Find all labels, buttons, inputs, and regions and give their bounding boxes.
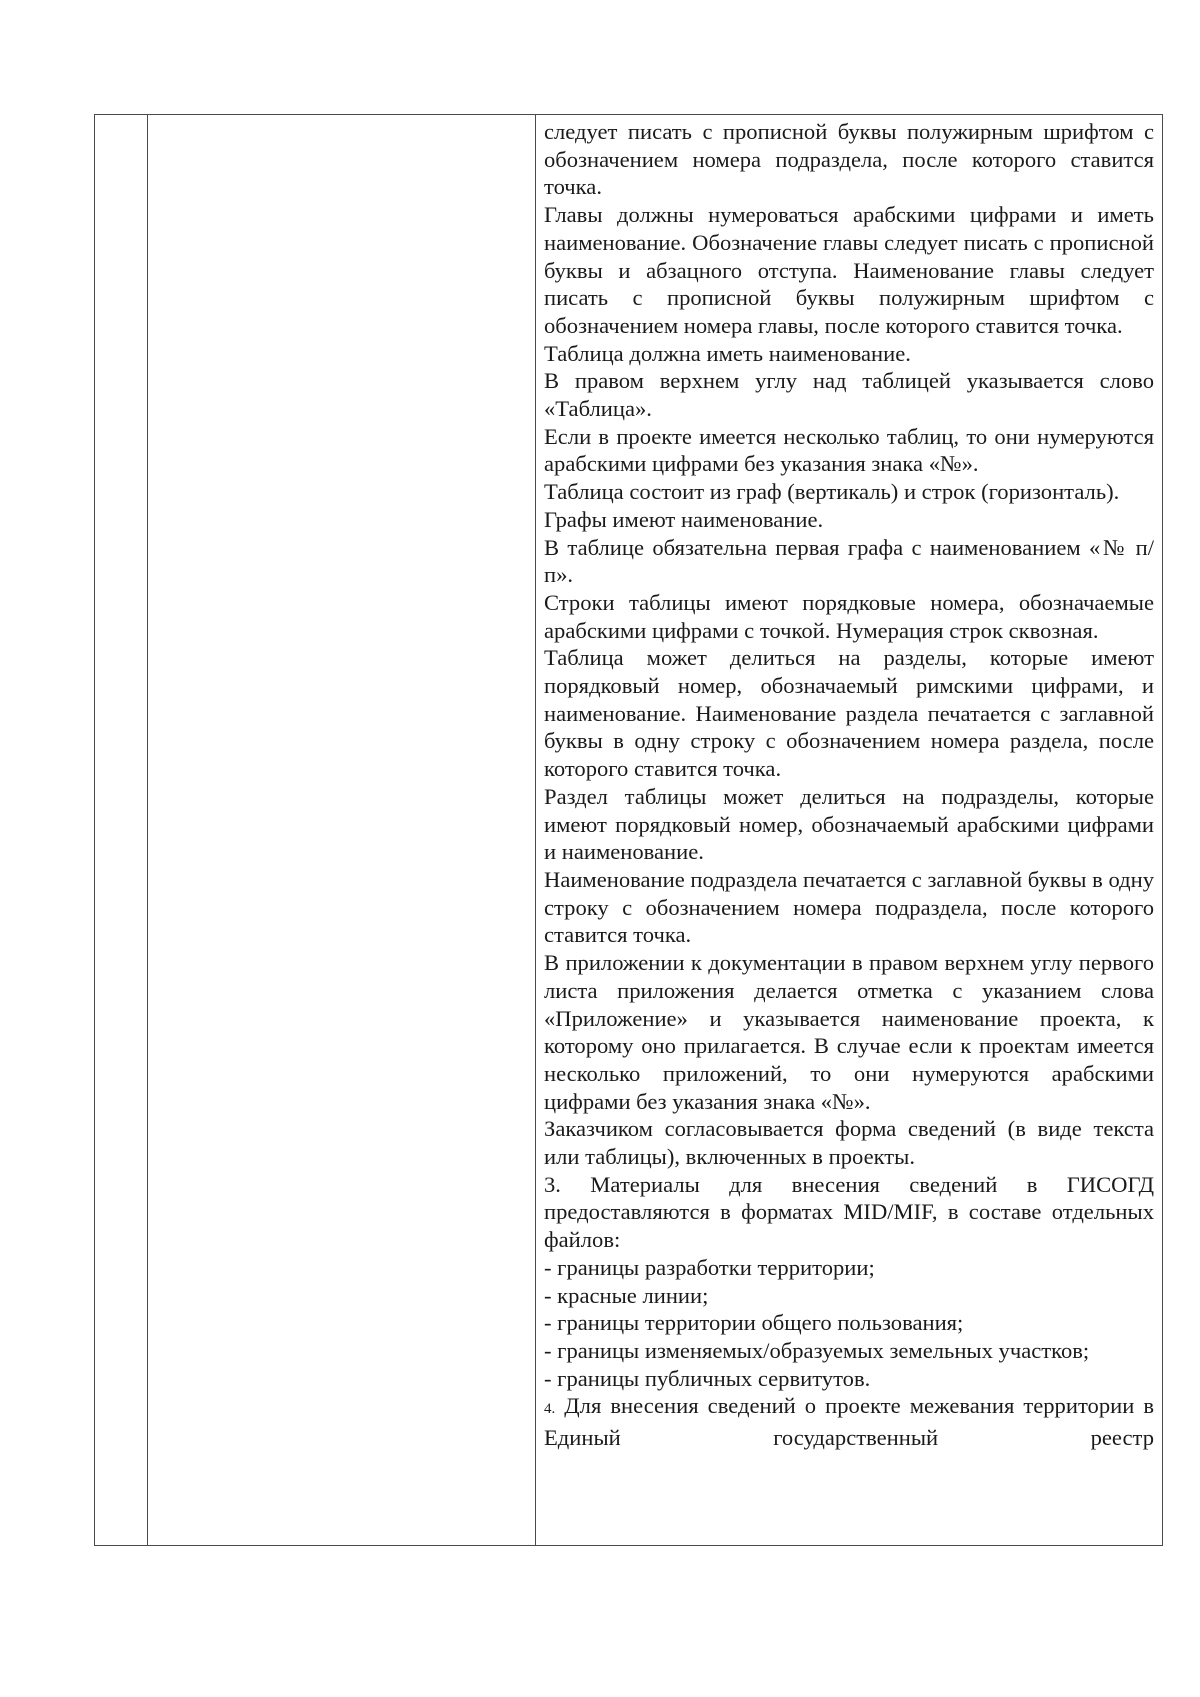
paragraph: Таблица состоит из граф (вертикаль) и строк (горизонталь). (544, 479, 1120, 505)
paragraph: Таблица может делиться на разделы, которые имеют порядковый номер, обозначаемый римскими цифрами, и наименование. Наименование раздела печатается с заглавной буквы в одну строку с обозначением номера раздела, после которого ставится точка. (544, 645, 1154, 782)
paragraph: В приложении к документации в правом верхнем углу первого листа приложения делается отметка с указанием слова «Приложение» и указывается наименование проекта, к которому оно прилагается. В случае если к проектам имеется несколько приложений, то они нумеруются арабскими цифрами без указания знака «№». (544, 950, 1154, 1114)
table-text-cell (544, 118, 1154, 1452)
list-item: - красные линии; (544, 1282, 709, 1308)
column-divider (147, 115, 148, 1545)
paragraph: В правом верхнем углу над таблицей указывается слово «Таблица». (544, 368, 1154, 422)
paragraph: Если в проекте имеется несколько таблиц, то они нумеруются арабскими цифрами без указания знака «№». (544, 423, 1154, 477)
list-item: - границы публичных сервитутов. (544, 1365, 871, 1391)
paragraph: Строки таблицы имеют порядковые номера, обозначаемые арабскими цифрами с точкой. Нумерация строк сквозная. (544, 589, 1154, 643)
paragraph-text: Для внесения сведений о проекте межевания территории в Единый государственный реестр (544, 1393, 1154, 1451)
paragraph-last (544, 1392, 1154, 1451)
paragraph: 3. Материалы для внесения сведений в ГИСОГД предоставляются в форматах MID/MIF, в составе отдельных файлов: (544, 1171, 1154, 1253)
paragraph: Раздел таблицы может делиться на подразделы, которые имеют порядковый номер, обозначаемый арабскими цифрами и наименование. (544, 783, 1154, 865)
paragraph: Графы имеют наименование. (544, 506, 824, 532)
paragraph: Главы должны нумероваться арабскими цифрами и иметь наименование. Обозначение главы следует писать с прописной буквы и абзацного отступа. Наименование главы следует писать с прописной буквы полужирным шрифтом с обозначением номера главы, после которого ставится точка. (544, 202, 1154, 338)
list-item: - границы изменяемых/образуемых земельных участков; (544, 1337, 1090, 1363)
paragraph: Наименование подраздела печатается с заглавной буквы в одну строку с обозначением номера подраздела, после которого ставится точка. (544, 866, 1154, 948)
column-divider (535, 115, 536, 1545)
column-divider (1162, 115, 1163, 1545)
paragraph: Таблица должна иметь наименование. (544, 340, 911, 366)
paragraph: В таблице обязательна первая графа с наименованием «№ п/п». (544, 534, 1154, 588)
list-item: - границы территории общего пользования; (544, 1310, 964, 1336)
paragraph-number: 4. (544, 1401, 556, 1418)
paragraph: следует писать с прописной буквы полужирным шрифтом с обозначением номера подраздела, после которого ставится точка. (544, 119, 1154, 200)
paragraph: Заказчиком согласовывается форма сведений (в виде текста или таблицы), включенных в проекты. (544, 1116, 1154, 1170)
list-item: - границы разработки территории; (544, 1254, 875, 1280)
